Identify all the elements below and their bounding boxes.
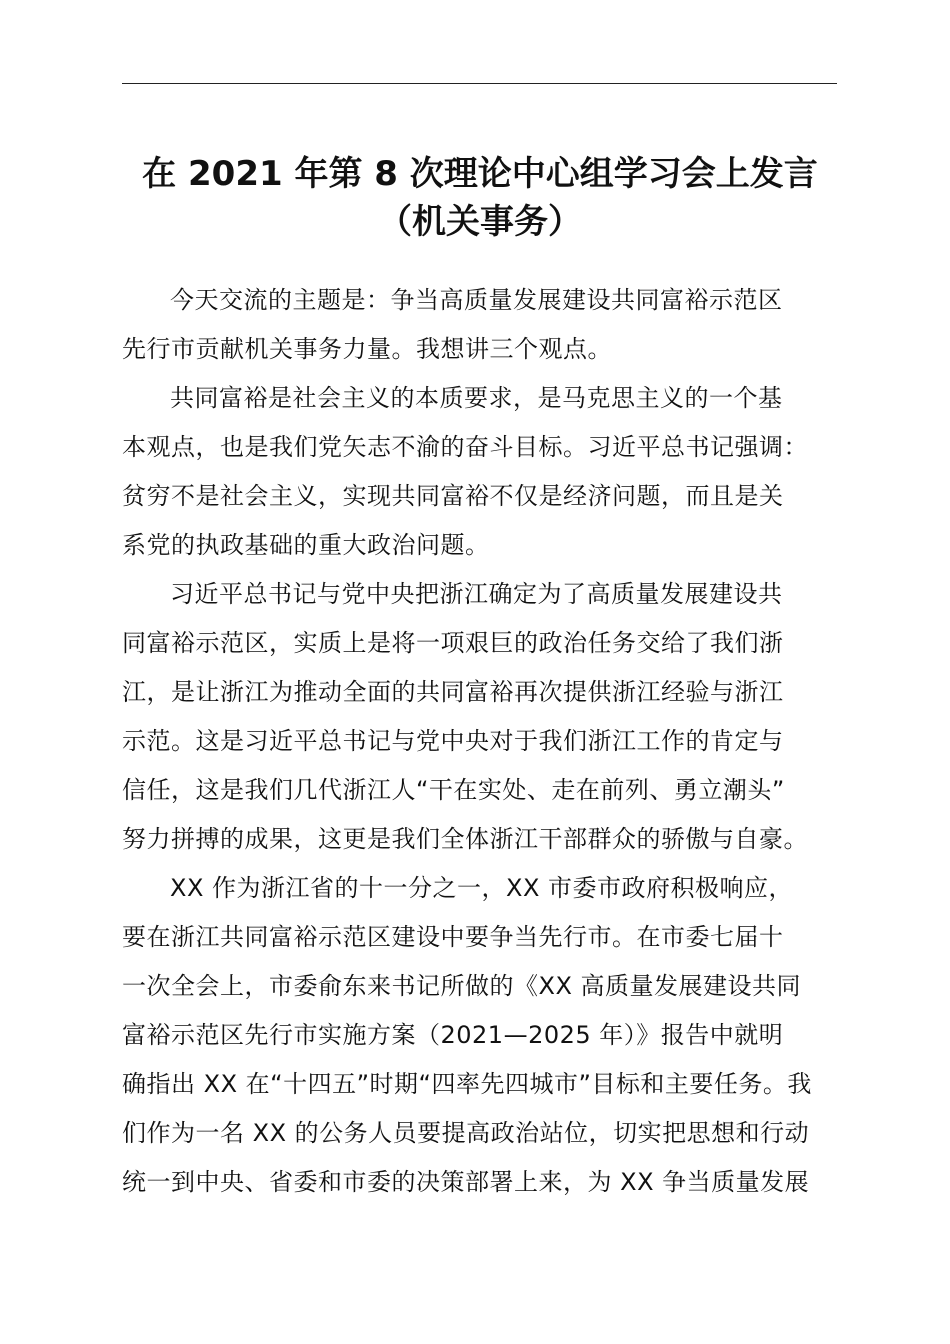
- text-line: 贫穷不是社会主义，实现共同富裕不仅是经济问题，而且是关: [122, 482, 784, 510]
- text-line: 示范。这是习近平总书记与党中央对于我们浙江工作的肯定与: [122, 727, 784, 755]
- paragraph-4: [122, 864, 837, 1207]
- text-line: 共同富裕是社会主义的本质要求，是马克思主义的一个基: [170, 384, 783, 412]
- text-line: 先行市贡献机关事务力量。我想讲三个观点。: [122, 335, 612, 363]
- text-line: 习近平总书记与党中央把浙江确定为了高质量发展建设共: [170, 580, 783, 608]
- text-line: 富裕示范区先行市实施方案（2021—2025 年）》报告中就明: [122, 1021, 784, 1049]
- document-body: [122, 276, 837, 1207]
- text-line: 统一到中央、省委和市委的决策部署上来，为 XX 争当质量发展: [122, 1168, 810, 1196]
- text-line: 江，是让浙江为推动全面的共同富裕再次提供浙江经验与浙江: [122, 678, 784, 706]
- paragraph-3: [122, 570, 837, 864]
- text-line: 要在浙江共同富裕示范区建设中要争当先行市。在市委七届十: [122, 923, 784, 951]
- text-line: 系党的执政基础的重大政治问题。: [122, 531, 490, 559]
- title-line-1: 在 2021 年第 8 次理论中心组学习会上发言: [142, 154, 818, 194]
- title-line-2: （机关事务）: [378, 202, 582, 242]
- paragraph-2: [122, 374, 837, 570]
- text-line: XX 作为浙江省的十一分之一，XX 市委市政府积极响应，: [170, 874, 794, 902]
- text-line: 一次全会上，市委俞东来书记所做的《XX 高质量发展建设共同: [122, 972, 802, 1000]
- text-line: 同富裕示范区，实质上是将一项艰巨的政治任务交给了我们浙: [122, 629, 784, 657]
- text-line: 确指出 XX 在“十四五”时期“四率先四城市”目标和主要任务。我: [122, 1070, 812, 1098]
- text-line: 努力拼搏的成果，这更是我们全体浙江干部群众的骄傲与自豪。: [122, 825, 808, 853]
- header-rule: [122, 83, 837, 84]
- text-line: 信任，这是我们几代浙江人“干在实处、走在前列、勇立潮头”: [122, 776, 785, 804]
- paragraph-1: [122, 276, 837, 374]
- text-line: 们作为一名 XX 的公务人员要提高政治站位，切实把思想和行动: [122, 1119, 810, 1147]
- text-line: 本观点，也是我们党矢志不渝的奋斗目标。习近平总书记强调：: [122, 433, 808, 461]
- document-title: [100, 150, 860, 246]
- text-line: 今天交流的主题是：争当高质量发展建设共同富裕示范区: [170, 286, 783, 314]
